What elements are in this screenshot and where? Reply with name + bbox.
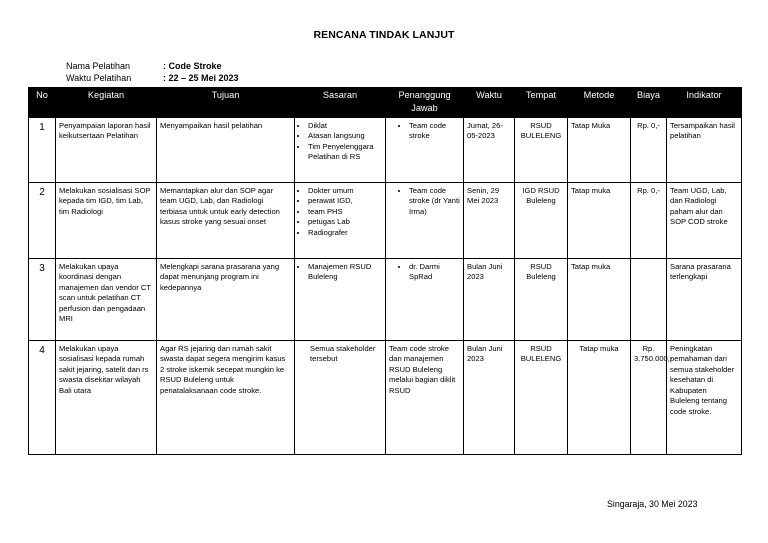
cell-no: 4: [29, 340, 56, 454]
cell-tujuan: Memantapkan alur dan SOP agar team UGD, Lab, dan Radiologi terbiasa untuk untuk early detection kasus stroke yang sesuai onset: [157, 182, 295, 258]
cell-metode: Tatap muka: [568, 182, 631, 258]
pj-item: • dr. Darmi SpRad: [409, 262, 460, 283]
header-waktu: Waktu: [464, 88, 515, 118]
header-penanggung-jawab: Penanggung Jawab: [386, 88, 464, 118]
sasaran-item: • petugas Lab: [308, 217, 382, 227]
sasaran-item: • perawat IGD,: [308, 196, 382, 206]
training-name-label: Nama Pelatihan: [66, 61, 131, 71]
cell-indikator: Team UGD, Lab, dan Radiologi paham alur dan SOP COD stroke: [667, 182, 742, 258]
pj-item: • Team code stroke: [409, 121, 460, 142]
cell-metode: Tatap muka: [568, 258, 631, 340]
cell-no: 3: [29, 258, 56, 340]
table-row: [29, 340, 742, 454]
cell-sasaran: [295, 117, 386, 182]
cell-biaya: Rp. 3.750.000,-: [631, 340, 667, 454]
cell-sasaran: [295, 340, 386, 454]
cell-no: 2: [29, 182, 56, 258]
sasaran-text: Semua stakeholder tersebut: [310, 343, 376, 364]
cell-tujuan: Melengkapi sarana prasarana yang dapat menunjang program ini kedepannya: [157, 258, 295, 340]
training-name-value: : Code Stroke: [163, 61, 222, 71]
cell-kegiatan: Penyampaian laporan hasil keikutsertaan Pelatihan: [56, 117, 157, 182]
cell-tujuan: Agar RS jejaring dan rumah sakit swasta dapat segera mengirim kasus 2 stroke iskemik secepat mungkin ke RSUD Buleleng untuk penatalaksanaan code stroke.: [157, 340, 295, 454]
header-sasaran: Sasaran: [295, 88, 386, 118]
cell-biaya: Rp. 0,-: [631, 182, 667, 258]
training-time-value: : 22 – 25 Mei 2023: [163, 73, 239, 83]
signature-place-date: Singaraja, 30 Mei 2023: [607, 499, 698, 509]
cell-indikator: Sarana prasarana terlengkapi: [667, 258, 742, 340]
cell-no: 1: [29, 117, 56, 182]
cell-waktu: Senin, 29 Mei 2023: [464, 182, 515, 258]
training-time-label: Waktu Pelatihan: [66, 73, 132, 83]
cell-kegiatan: Melakukan upaya sosialisasi kepada rumah sakit jejaring, satelit dan rs swasta disekitar wilayah Bali utara: [56, 340, 157, 454]
cell-indikator: Peningkatan pemahaman dari semua stakeholder kesehatan di Kabupaten Buleleng tentang code stroke.: [667, 340, 742, 454]
cell-kegiatan: Melakukan upaya koordinasi dengan manajemen dan vendor CT scan untuk pelatihan CT perfusion dan pengadaan MRI: [56, 258, 157, 340]
cell-tempat: RSUD Buleleng: [515, 258, 568, 340]
header-tempat: Tempat: [515, 88, 568, 118]
header-indikator: Indikator: [667, 88, 742, 118]
cell-tempat: RSUD BULELENG: [515, 340, 568, 454]
table-row: [29, 182, 742, 258]
table-row: [29, 258, 742, 340]
cell-waktu: Jumat, 26-05-2023: [464, 117, 515, 182]
header-metode: Metode: [568, 88, 631, 118]
cell-tujuan: Menyampaikan hasil pelatihan: [157, 117, 295, 182]
cell-penanggung-jawab: [386, 117, 464, 182]
cell-metode: Tatap muka: [568, 340, 631, 454]
sasaran-item: • Dokter umum: [308, 186, 382, 196]
table-row: [29, 117, 742, 182]
header-biaya: Biaya: [631, 88, 667, 118]
table-header-row: [29, 88, 742, 118]
training-name-line: [66, 61, 222, 71]
cell-tempat: RSUD BULELENG: [515, 117, 568, 182]
document-title: RENCANA TINDAK LANJUT: [313, 29, 455, 41]
sasaran-item: • Atasan langsung: [308, 131, 382, 141]
cell-kegiatan: Melakukan sosialisasi SOP kepada tim IGD, tim Lab, tim Radiologi: [56, 182, 157, 258]
cell-penanggung-jawab: [386, 258, 464, 340]
cell-indikator: Tersampaikan hasil pelatihan: [667, 117, 742, 182]
cell-metode: Tatap Muka: [568, 117, 631, 182]
action-plan-table: [28, 87, 742, 455]
sasaran-item: • Manajemen RSUD Buleleng: [308, 262, 382, 283]
header-no: No: [29, 88, 56, 118]
cell-sasaran: [295, 182, 386, 258]
cell-waktu: Bulan Juni 2023: [464, 258, 515, 340]
cell-sasaran: [295, 258, 386, 340]
cell-waktu: Bulan Juni 2023: [464, 340, 515, 454]
cell-biaya: Rp. 0,-: [631, 117, 667, 182]
sasaran-item: • Tim Penyelenggara Pelatihan di RS: [308, 142, 382, 163]
cell-penanggung-jawab: Team code stroke dan manajemen RSUD Buleleng melalui bagian diklit RSUD: [386, 340, 464, 454]
training-time-line: [66, 73, 239, 83]
cell-biaya: [631, 258, 667, 340]
header-kegiatan: Kegiatan: [56, 88, 157, 118]
pj-item: • Team code stroke (dr Yanti Irma): [409, 186, 460, 217]
sasaran-item: • Diklat: [308, 121, 382, 131]
cell-tempat: IGD RSUD Buleleng: [515, 182, 568, 258]
sasaran-item: • Radiografer: [308, 228, 382, 238]
header-tujuan: Tujuan: [157, 88, 295, 118]
cell-penanggung-jawab: [386, 182, 464, 258]
sasaran-item: • team PHS: [308, 207, 382, 217]
